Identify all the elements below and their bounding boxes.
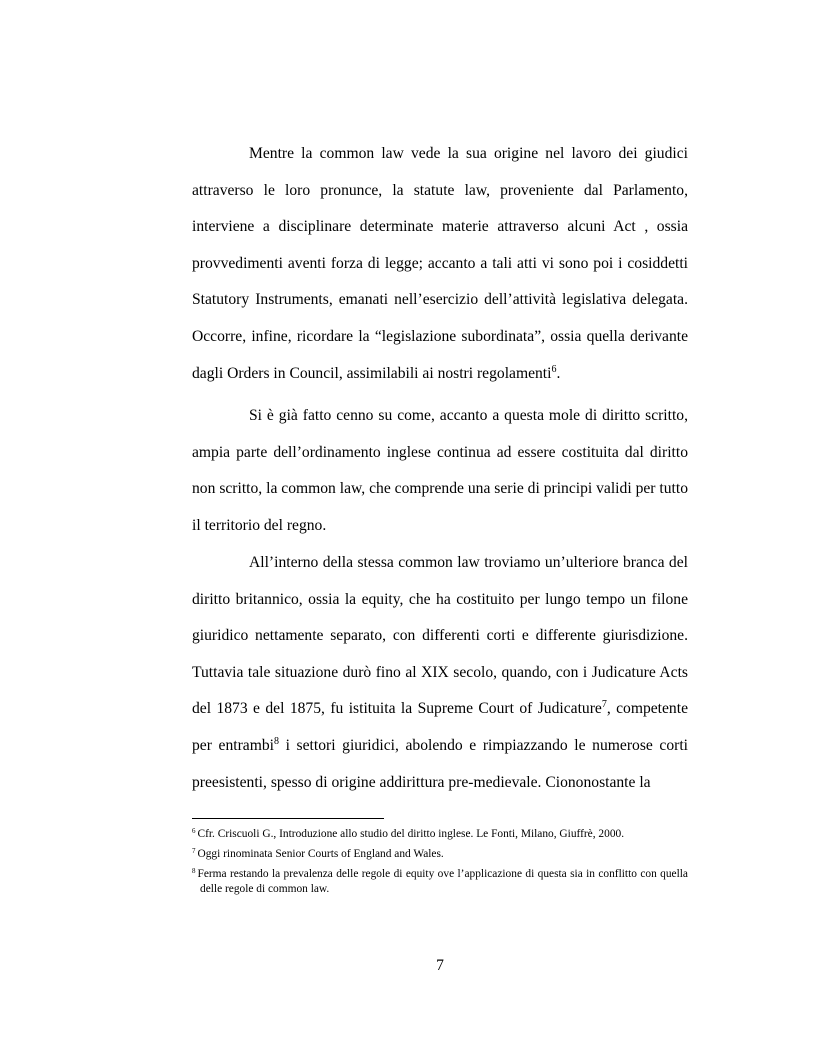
paragraph-text <box>192 545 688 801</box>
footnote-6 <box>192 827 688 842</box>
footnote-text: Ferma restando la prevalenza delle regole di equity ove l’applicazione di questa sia in conflitto con quella delle regole di common law. <box>197 868 688 895</box>
footnote-text: Cfr. Criscuoli G., Introduzione allo studio del diritto inglese. Le Fonti, Milano, Giuffrè, 2000. <box>197 828 625 840</box>
footnote-text: Oggi rinominata Senior Courts of England and Wales. <box>197 848 444 860</box>
footnotes-section <box>192 827 688 902</box>
paragraph-3-part-1: All’interno della stessa common law troviamo un’ulteriore branca del diritto britannico, ossia la equity, che ha costituito per lungo tempo un filone giuridico nettamente separato, con differenti corti e differente giurisdizione. Tuttavia tale situazione durò fino al XIX secolo, quando, con i Judicature Acts del 1873 e del 1875, fu istituita la Supreme Court of Judicature <box>192 554 688 718</box>
page-number: 7 <box>436 957 444 974</box>
footnote-8 <box>192 867 688 897</box>
footnote-7 <box>192 847 688 862</box>
footnote-separator <box>192 818 384 819</box>
body-paragraph-2 <box>192 398 688 544</box>
footnote-ref-6[interactable]: 6 <box>551 363 557 375</box>
paragraph-1-text: Mentre la common law vede la sua origine nel lavoro dei giudici attraverso le loro pronunce, la statute law, proveniente dal Parlamento, interviene a disciplinare determinate materie attraverso alcuni Act , ossia provvedimenti aventi forza di legge; accanto a tali atti vi sono poi i cosiddetti Statutory Instruments, emanati nell’esercizio dell’attività legislativa delegata. Occorre, infine, ricordare la “legislazione subordinata”, ossia quella derivante dagli Orders in Council, assimilabili ai nostri regolamenti <box>192 145 688 382</box>
body-paragraph-1 <box>192 136 688 392</box>
paragraph-text <box>192 136 688 392</box>
body-paragraph-3 <box>192 545 688 801</box>
footnote-number: 7 <box>192 847 196 855</box>
paragraph-1-tail: . <box>556 364 561 382</box>
footnote-number: 6 <box>192 827 196 835</box>
footnote-ref-8[interactable]: 8 <box>273 735 279 747</box>
footnote-ref-7[interactable]: 7 <box>601 699 607 711</box>
footnote-number: 8 <box>192 867 196 875</box>
paragraph-2-text: Si è già fatto cenno su come, accanto a questa mole di diritto scritto, ampia parte dell’ordinamento inglese continua ad essere costituita dal diritto non scritto, la common law, che comprende una serie di principi validi per tutto il territorio del regno. <box>192 407 688 534</box>
paragraph-3-part-3: i settori giuridici, abolendo e rimpiazzando le numerose corti preesistenti, spesso di origine addirittura pre-medievale. Ciononostante la <box>192 736 689 791</box>
paragraph-3-part-2: , competente per entrambi <box>192 700 688 754</box>
